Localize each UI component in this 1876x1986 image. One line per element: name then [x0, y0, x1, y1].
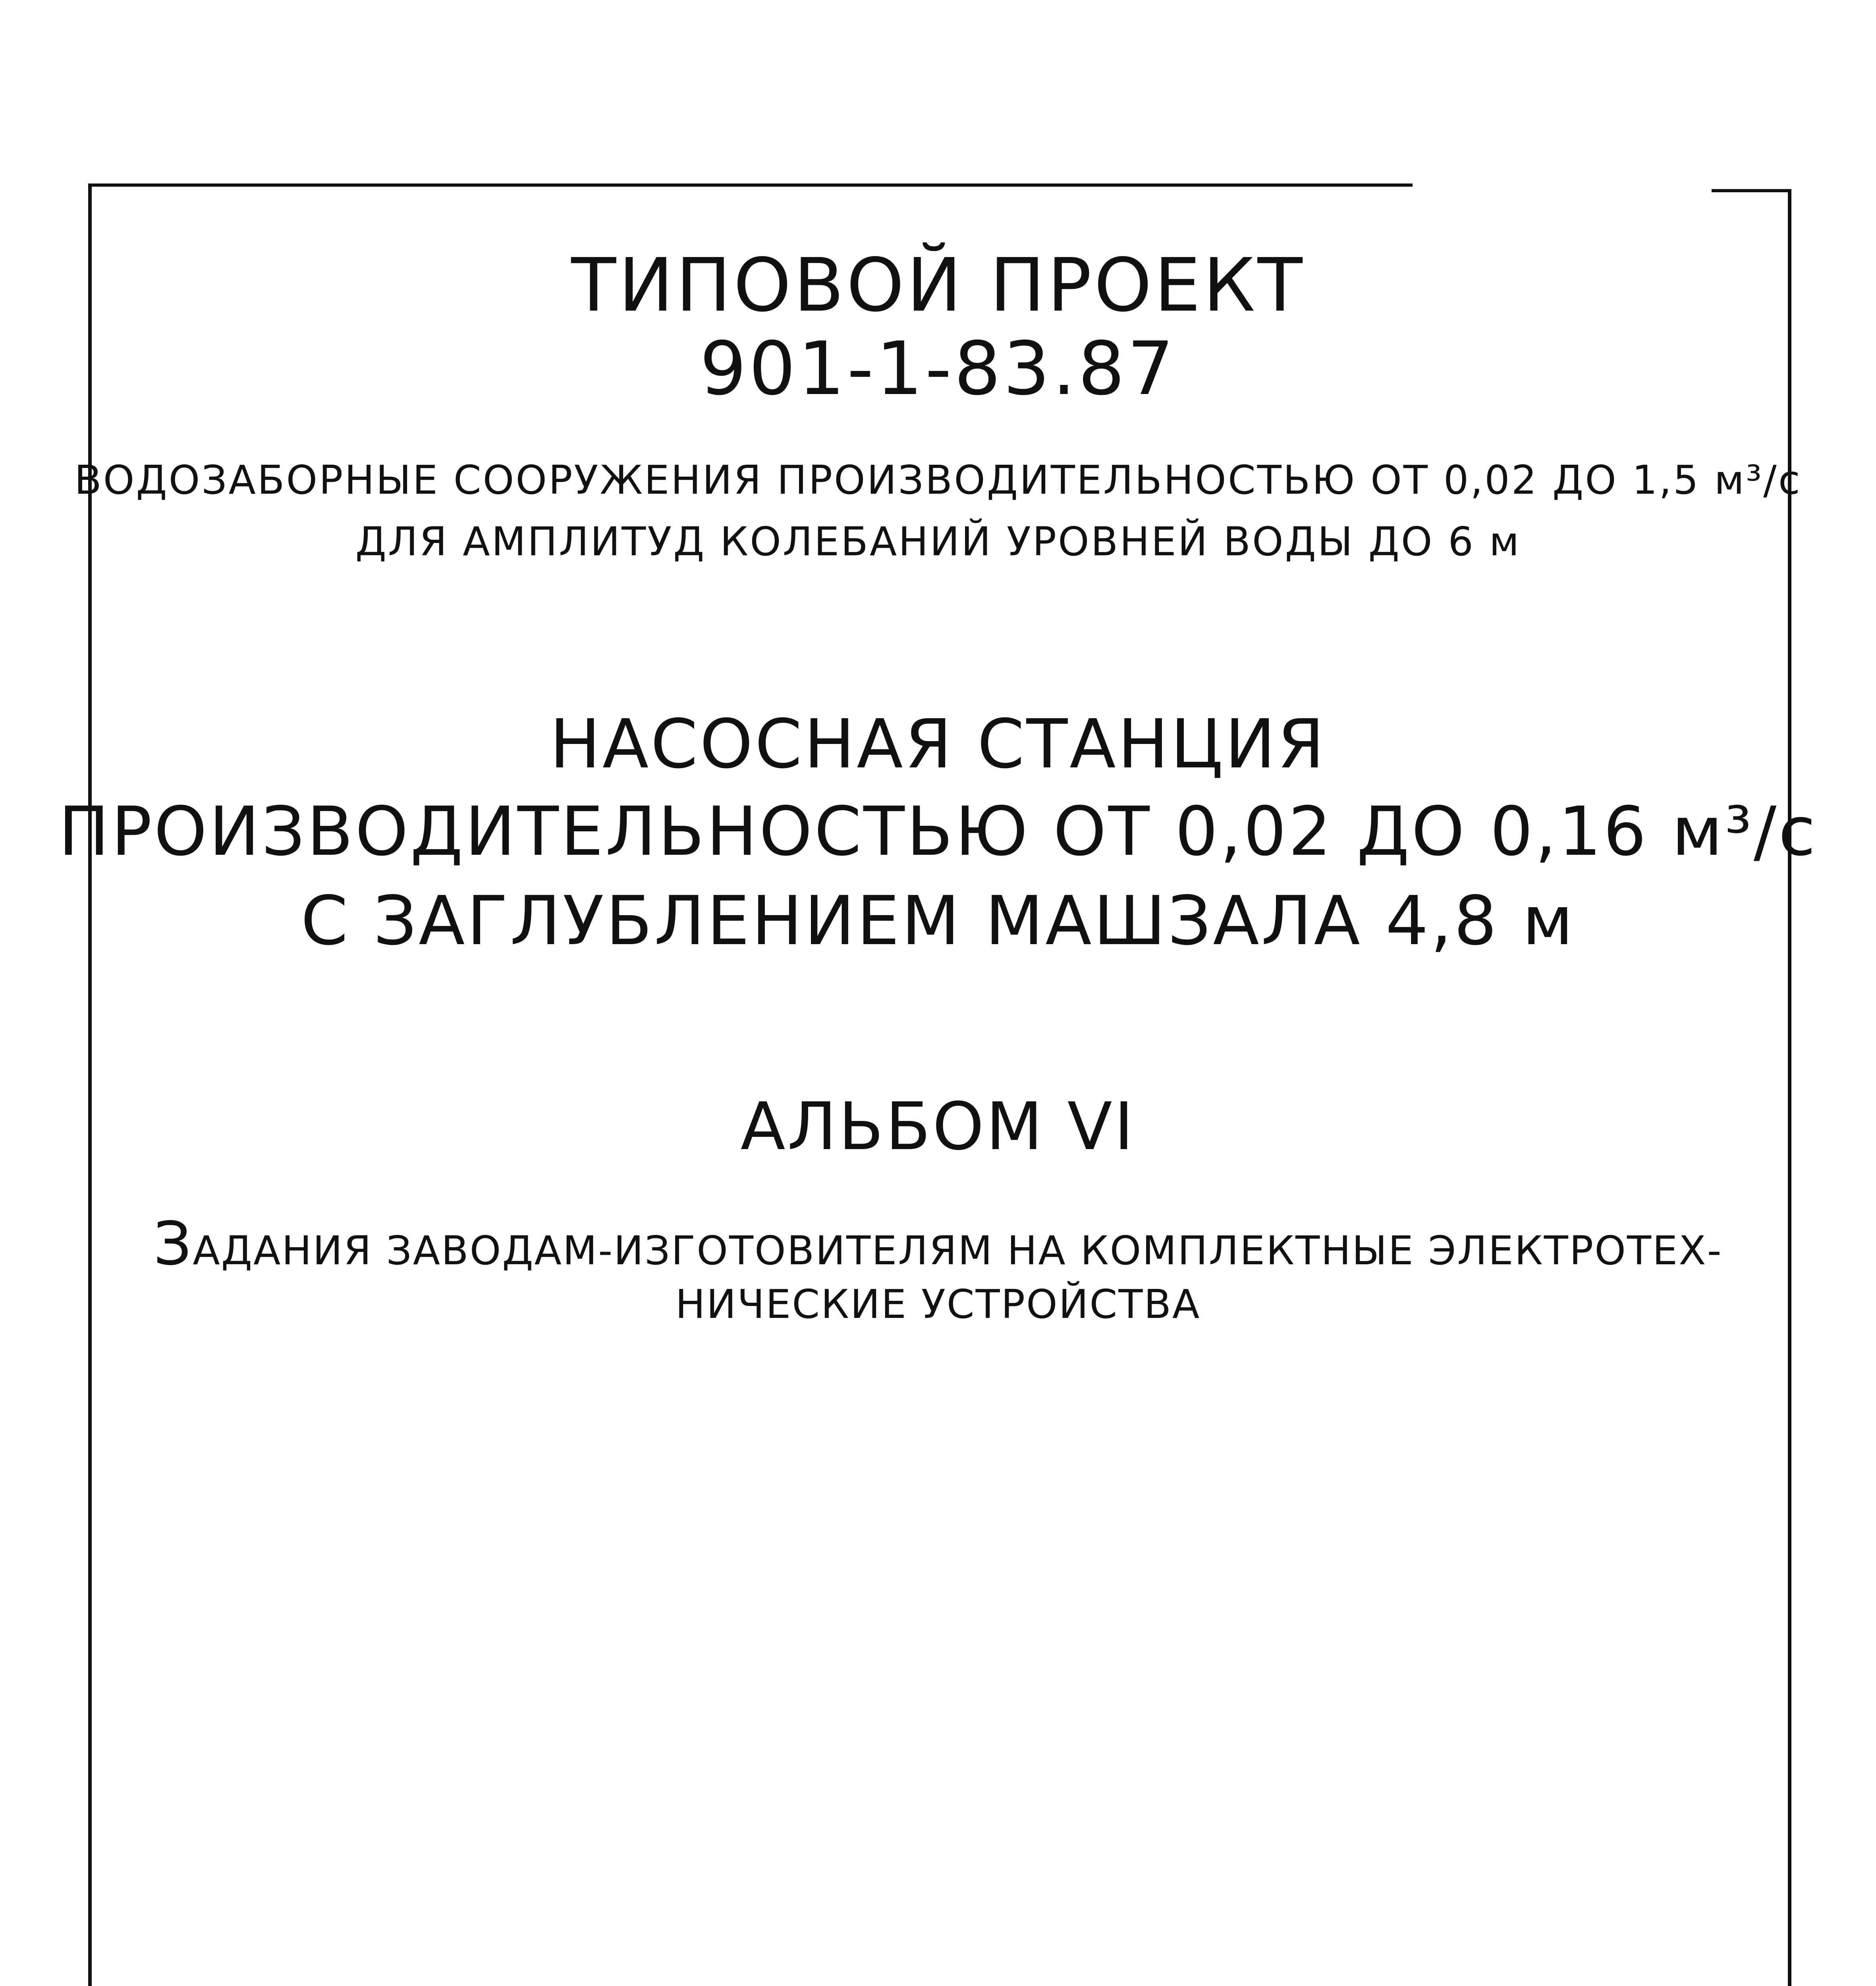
task-line-1 — [0, 1209, 1876, 1279]
album-label: АЛЬБОМ VI — [740, 1088, 1136, 1165]
station-line-2: ПРОИЗВОДИТЕЛЬНОСТЬЮ ОТ 0,02 ДО 0,16 м³/с — [58, 792, 1818, 871]
task-line-1-text: АДАНИЯ ЗАВОДАМ-ИЗГОТОВИТЕЛЯМ НА КОМПЛЕКТНЫЕ ЭЛЕКТРОТЕХ- — [193, 1227, 1723, 1274]
frame-left — [88, 184, 92, 1986]
station-line-3: С ЗАГЛУБЛЕНИЕМ МАШЗАЛА 4,8 м — [301, 882, 1575, 960]
frame-top-right — [1712, 189, 1791, 192]
subject-line-2: ДЛЯ АМПЛИТУД КОЛЕБАНИЙ УРОВНЕЙ ВОДЫ ДО 6 м — [355, 518, 1521, 565]
frame-top-left — [88, 184, 1413, 187]
subject-line-1: ВОДОЗАБОРНЫЕ СООРУЖЕНИЯ ПРОИЗВОДИТЕЛЬНОСТЬЮ ОТ 0,02 ДО 1,5 м³/с — [74, 457, 1802, 503]
task-line-2: НИЧЕСКИЕ УСТРОЙСТВА — [675, 1281, 1201, 1327]
project-number: 901-1-83.87 — [700, 326, 1176, 411]
task-first-letter: З — [153, 1209, 193, 1279]
station-line-1: НАСОСНАЯ СТАНЦИЯ — [550, 705, 1326, 784]
page-title: ТИПОВОЙ ПРОЕКТ — [571, 242, 1305, 328]
